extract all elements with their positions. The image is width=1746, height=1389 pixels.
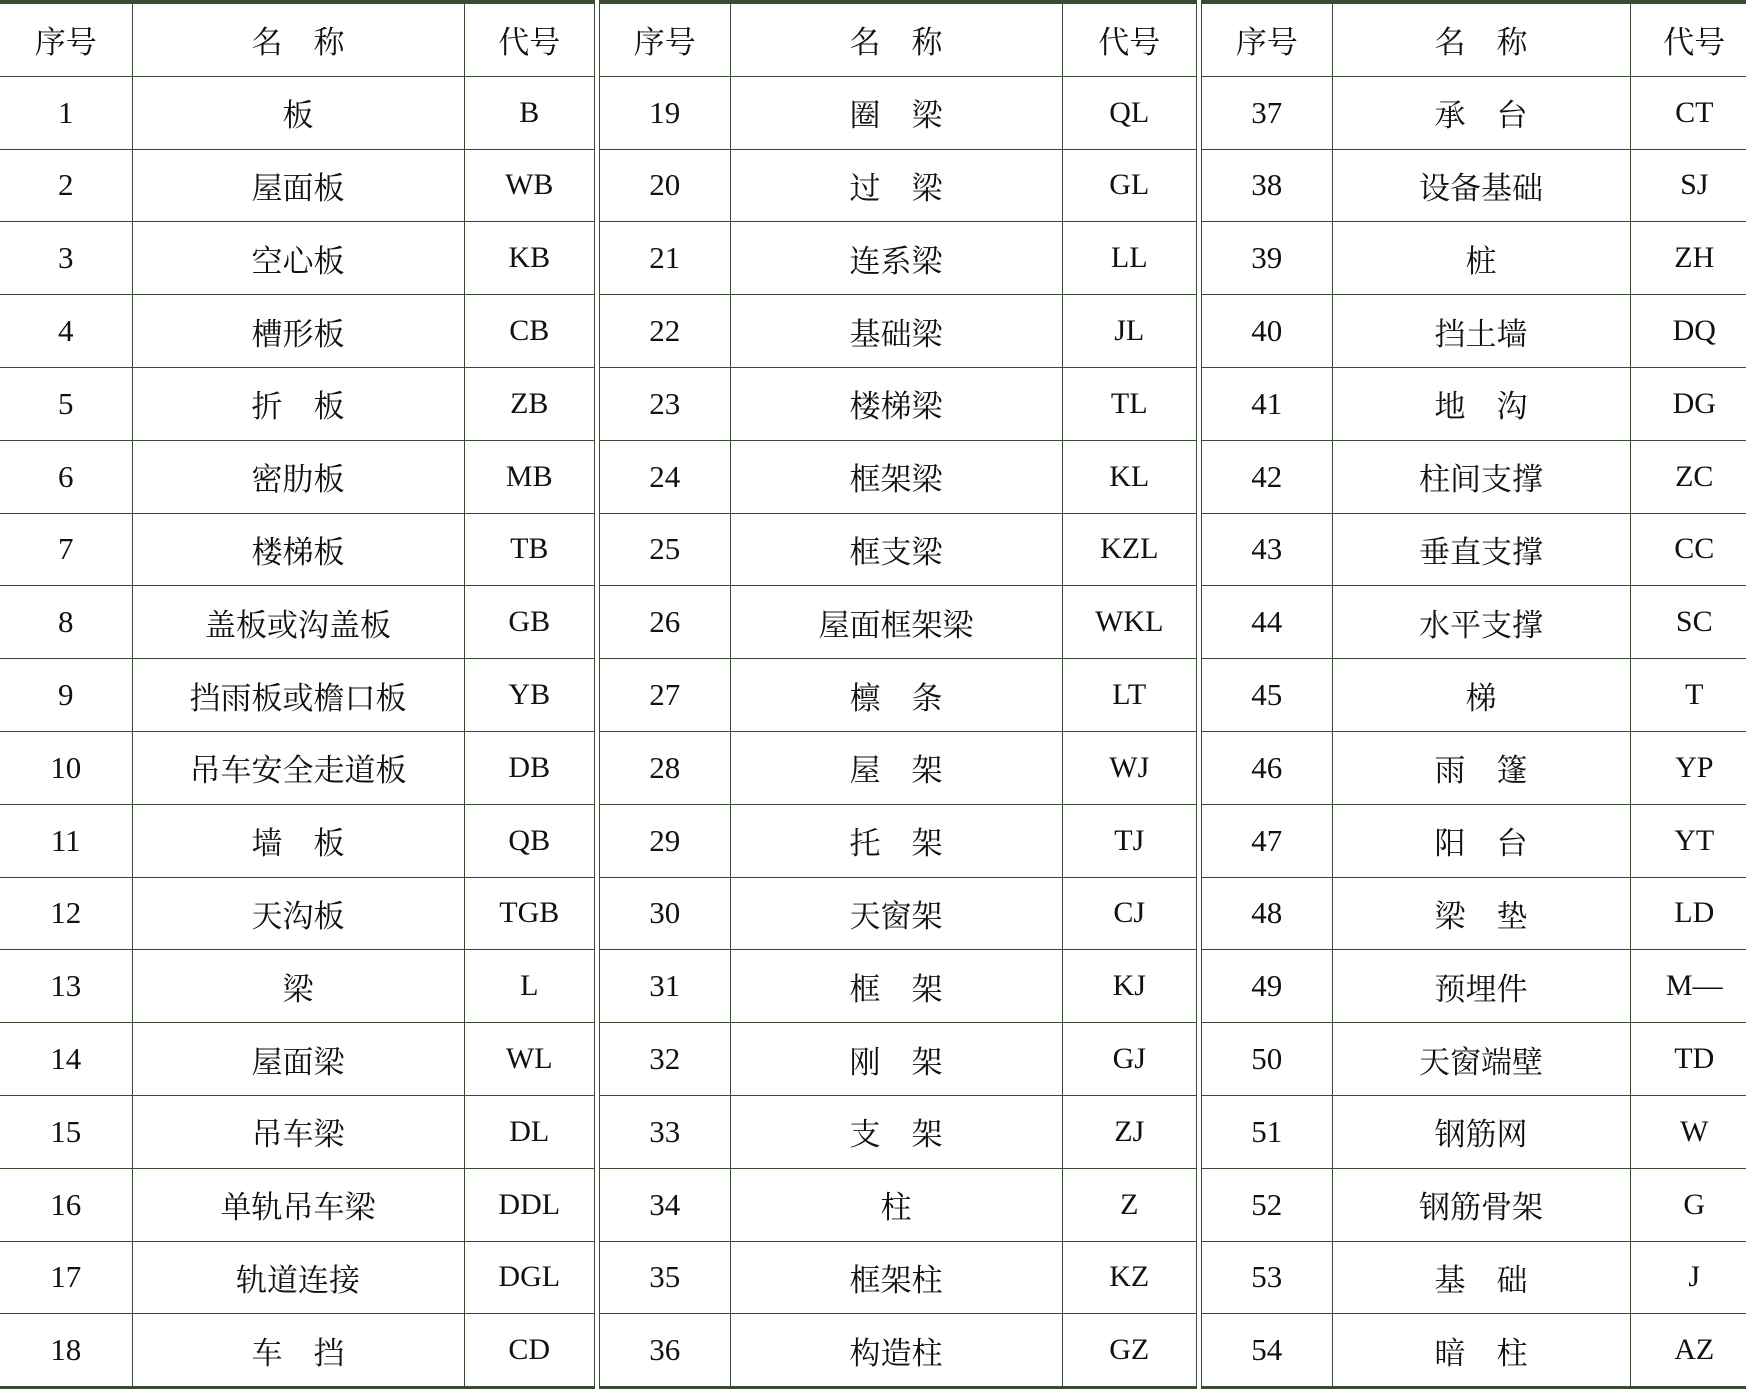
code-cell: MB — [464, 440, 594, 513]
code-cell: QB — [464, 804, 594, 877]
serial-cell: 39 — [1202, 222, 1332, 295]
name-cell: 预埋件 — [1332, 950, 1630, 1023]
table-row — [1202, 1095, 1746, 1168]
table-row — [1202, 295, 1746, 368]
code-cell: TB — [464, 513, 594, 586]
serial-cell: 3 — [0, 222, 132, 295]
table-row — [600, 1241, 1196, 1314]
table-row — [0, 513, 594, 586]
serial-cell: 53 — [1202, 1241, 1332, 1314]
name-cell: 天窗端壁 — [1332, 1023, 1630, 1096]
header-row — [1202, 4, 1746, 77]
table-row — [0, 1168, 594, 1241]
table-section-3 — [1202, 0, 1746, 1389]
table-row — [0, 586, 594, 659]
table-row — [1202, 877, 1746, 950]
table-section-2 — [600, 0, 1196, 1389]
name-cell: 空心板 — [132, 222, 464, 295]
code-cell: DQ — [1630, 295, 1746, 368]
table-row — [600, 440, 1196, 513]
header-serial: 序号 — [0, 4, 132, 77]
table-row — [0, 1095, 594, 1168]
name-cell: 雨 篷 — [1332, 731, 1630, 804]
code-cell: WL — [464, 1023, 594, 1096]
name-cell: 梯 — [1332, 659, 1630, 732]
code-cell: DDL — [464, 1168, 594, 1241]
code-cell: DGL — [464, 1241, 594, 1314]
serial-cell: 8 — [0, 586, 132, 659]
serial-cell: 18 — [0, 1314, 132, 1386]
code-cell: ZC — [1630, 440, 1746, 513]
name-cell: 墙 板 — [132, 804, 464, 877]
table-row — [600, 1095, 1196, 1168]
name-cell: 屋 架 — [730, 731, 1062, 804]
table-row — [1202, 731, 1746, 804]
serial-cell: 43 — [1202, 513, 1332, 586]
table-row — [600, 149, 1196, 222]
serial-cell: 37 — [1202, 76, 1332, 149]
table-row — [1202, 586, 1746, 659]
table-row — [1202, 1023, 1746, 1096]
header-serial: 序号 — [600, 4, 730, 77]
serial-cell: 41 — [1202, 367, 1332, 440]
serial-cell: 46 — [1202, 731, 1332, 804]
code-cell: WJ — [1062, 731, 1196, 804]
name-cell: 柱间支撑 — [1332, 440, 1630, 513]
serial-cell: 10 — [0, 731, 132, 804]
table-row — [600, 1023, 1196, 1096]
header-row — [0, 4, 594, 77]
name-cell: 屋面梁 — [132, 1023, 464, 1096]
serial-cell: 19 — [600, 76, 730, 149]
code-cell: SJ — [1630, 149, 1746, 222]
table-row — [0, 877, 594, 950]
name-cell: 框架梁 — [730, 440, 1062, 513]
name-cell: 柱 — [730, 1168, 1062, 1241]
code-table — [600, 3, 1196, 1386]
name-cell: 连系梁 — [730, 222, 1062, 295]
name-cell: 檩 条 — [730, 659, 1062, 732]
table-row — [1202, 659, 1746, 732]
table-row — [1202, 1168, 1746, 1241]
table-row — [600, 877, 1196, 950]
name-cell: 构造柱 — [730, 1314, 1062, 1386]
serial-cell: 21 — [600, 222, 730, 295]
header-code: 代号 — [464, 4, 594, 77]
code-cell: KZL — [1062, 513, 1196, 586]
serial-cell: 42 — [1202, 440, 1332, 513]
name-cell: 挡土墙 — [1332, 295, 1630, 368]
code-cell: WB — [464, 149, 594, 222]
serial-cell: 48 — [1202, 877, 1332, 950]
name-cell: 设备基础 — [1332, 149, 1630, 222]
code-cell: G — [1630, 1168, 1746, 1241]
serial-cell: 24 — [600, 440, 730, 513]
serial-cell: 32 — [600, 1023, 730, 1096]
name-cell: 桩 — [1332, 222, 1630, 295]
table-row — [600, 950, 1196, 1023]
name-cell: 承 台 — [1332, 76, 1630, 149]
code-cell: DL — [464, 1095, 594, 1168]
table-row — [600, 76, 1196, 149]
header-name: 名 称 — [730, 4, 1062, 77]
name-cell: 板 — [132, 76, 464, 149]
serial-cell: 9 — [0, 659, 132, 732]
serial-cell: 25 — [600, 513, 730, 586]
code-cell: W — [1630, 1095, 1746, 1168]
header-name: 名 称 — [1332, 4, 1630, 77]
code-cell: CD — [464, 1314, 594, 1386]
serial-cell: 5 — [0, 367, 132, 440]
table-row — [1202, 950, 1746, 1023]
table-row — [1202, 804, 1746, 877]
code-cell: SC — [1630, 586, 1746, 659]
serial-cell: 50 — [1202, 1023, 1332, 1096]
table-row — [0, 295, 594, 368]
code-cell: CB — [464, 295, 594, 368]
name-cell: 垂直支撑 — [1332, 513, 1630, 586]
name-cell: 楼梯梁 — [730, 367, 1062, 440]
code-cell: JL — [1062, 295, 1196, 368]
code-cell: YB — [464, 659, 594, 732]
table-row — [0, 149, 594, 222]
serial-cell: 47 — [1202, 804, 1332, 877]
name-cell: 车 挡 — [132, 1314, 464, 1386]
code-cell: CJ — [1062, 877, 1196, 950]
name-cell: 框 架 — [730, 950, 1062, 1023]
serial-cell: 35 — [600, 1241, 730, 1314]
code-cell: T — [1630, 659, 1746, 732]
name-cell: 槽形板 — [132, 295, 464, 368]
serial-cell: 30 — [600, 877, 730, 950]
code-cell: KJ — [1062, 950, 1196, 1023]
serial-cell: 20 — [600, 149, 730, 222]
code-cell: B — [464, 76, 594, 149]
serial-cell: 11 — [0, 804, 132, 877]
name-cell: 轨道连接 — [132, 1241, 464, 1314]
name-cell: 过 梁 — [730, 149, 1062, 222]
serial-cell: 49 — [1202, 950, 1332, 1023]
name-cell: 挡雨板或檐口板 — [132, 659, 464, 732]
name-cell: 刚 架 — [730, 1023, 1062, 1096]
name-cell: 梁 — [132, 950, 464, 1023]
code-cell: TGB — [464, 877, 594, 950]
name-cell: 基 础 — [1332, 1241, 1630, 1314]
table-row — [1202, 367, 1746, 440]
name-cell: 屋面板 — [132, 149, 464, 222]
name-cell: 屋面框架梁 — [730, 586, 1062, 659]
header-serial: 序号 — [1202, 4, 1332, 77]
name-cell: 密肋板 — [132, 440, 464, 513]
serial-cell: 15 — [0, 1095, 132, 1168]
code-cell: TJ — [1062, 804, 1196, 877]
serial-cell: 27 — [600, 659, 730, 732]
code-table — [1202, 3, 1746, 1386]
serial-cell: 45 — [1202, 659, 1332, 732]
table-row — [0, 731, 594, 804]
table-row — [600, 222, 1196, 295]
header-name: 名 称 — [132, 4, 464, 77]
code-cell: GJ — [1062, 1023, 1196, 1096]
table-section-1 — [0, 0, 594, 1389]
table-row — [1202, 76, 1746, 149]
table-row — [0, 440, 594, 513]
serial-cell: 12 — [0, 877, 132, 950]
code-cell: DB — [464, 731, 594, 804]
name-cell: 梁 垫 — [1332, 877, 1630, 950]
code-cell: AZ — [1630, 1314, 1746, 1386]
table-row — [0, 1314, 594, 1386]
code-cell: KZ — [1062, 1241, 1196, 1314]
code-cell: KL — [1062, 440, 1196, 513]
code-cell: WKL — [1062, 586, 1196, 659]
name-cell: 天窗架 — [730, 877, 1062, 950]
code-cell: GB — [464, 586, 594, 659]
name-cell: 暗 柱 — [1332, 1314, 1630, 1386]
serial-cell: 17 — [0, 1241, 132, 1314]
code-cell: GL — [1062, 149, 1196, 222]
name-cell: 折 板 — [132, 367, 464, 440]
code-cell: L — [464, 950, 594, 1023]
table-row — [600, 295, 1196, 368]
code-cell: YT — [1630, 804, 1746, 877]
table-row — [600, 513, 1196, 586]
table-row — [0, 1023, 594, 1096]
serial-cell: 1 — [0, 76, 132, 149]
serial-cell: 26 — [600, 586, 730, 659]
serial-cell: 51 — [1202, 1095, 1332, 1168]
table-row — [1202, 513, 1746, 586]
code-cell: CC — [1630, 513, 1746, 586]
name-cell: 钢筋网 — [1332, 1095, 1630, 1168]
name-cell: 楼梯板 — [132, 513, 464, 586]
name-cell: 天沟板 — [132, 877, 464, 950]
code-cell: DG — [1630, 367, 1746, 440]
table-row — [0, 804, 594, 877]
header-row — [600, 4, 1196, 77]
name-cell: 阳 台 — [1332, 804, 1630, 877]
table-row — [1202, 149, 1746, 222]
code-cell: LD — [1630, 877, 1746, 950]
code-cell: KB — [464, 222, 594, 295]
table-row — [0, 76, 594, 149]
name-cell: 基础梁 — [730, 295, 1062, 368]
serial-cell: 28 — [600, 731, 730, 804]
serial-cell: 7 — [0, 513, 132, 586]
code-cell: ZJ — [1062, 1095, 1196, 1168]
table-row — [0, 659, 594, 732]
table-row — [600, 1314, 1196, 1386]
serial-cell: 4 — [0, 295, 132, 368]
serial-cell: 44 — [1202, 586, 1332, 659]
serial-cell: 36 — [600, 1314, 730, 1386]
serial-cell: 38 — [1202, 149, 1332, 222]
code-cell: M— — [1630, 950, 1746, 1023]
serial-cell: 6 — [0, 440, 132, 513]
table-row — [0, 1241, 594, 1314]
serial-cell: 54 — [1202, 1314, 1332, 1386]
name-cell: 盖板或沟盖板 — [132, 586, 464, 659]
table-row — [0, 950, 594, 1023]
serial-cell: 31 — [600, 950, 730, 1023]
table-row — [1202, 1241, 1746, 1314]
table-row — [600, 586, 1196, 659]
code-cell: ZB — [464, 367, 594, 440]
table-row — [1202, 440, 1746, 513]
serial-cell: 33 — [600, 1095, 730, 1168]
name-cell: 框架柱 — [730, 1241, 1062, 1314]
name-cell: 水平支撑 — [1332, 586, 1630, 659]
serial-cell: 13 — [0, 950, 132, 1023]
name-cell: 支 架 — [730, 1095, 1062, 1168]
name-cell: 吊车梁 — [132, 1095, 464, 1168]
header-code: 代号 — [1062, 4, 1196, 77]
serial-cell: 22 — [600, 295, 730, 368]
serial-cell: 16 — [0, 1168, 132, 1241]
serial-cell: 52 — [1202, 1168, 1332, 1241]
code-cell: ZH — [1630, 222, 1746, 295]
code-cell: Z — [1062, 1168, 1196, 1241]
table-row — [1202, 1314, 1746, 1386]
header-code: 代号 — [1630, 4, 1746, 77]
code-cell: QL — [1062, 76, 1196, 149]
table-row — [600, 367, 1196, 440]
serial-cell: 14 — [0, 1023, 132, 1096]
code-cell: TL — [1062, 367, 1196, 440]
name-cell: 单轨吊车梁 — [132, 1168, 464, 1241]
code-cell: YP — [1630, 731, 1746, 804]
name-cell: 框支梁 — [730, 513, 1062, 586]
serial-cell: 40 — [1202, 295, 1332, 368]
table-row — [0, 222, 594, 295]
name-cell: 地 沟 — [1332, 367, 1630, 440]
table-row — [600, 731, 1196, 804]
table-row — [600, 1168, 1196, 1241]
code-cell: LT — [1062, 659, 1196, 732]
name-cell: 钢筋骨架 — [1332, 1168, 1630, 1241]
name-cell: 吊车安全走道板 — [132, 731, 464, 804]
code-cell: CT — [1630, 76, 1746, 149]
table-row — [600, 659, 1196, 732]
table-row — [0, 367, 594, 440]
serial-cell: 34 — [600, 1168, 730, 1241]
serial-cell: 23 — [600, 367, 730, 440]
code-cell: GZ — [1062, 1314, 1196, 1386]
code-cell: LL — [1062, 222, 1196, 295]
table-row — [600, 804, 1196, 877]
code-cell: J — [1630, 1241, 1746, 1314]
table-row — [1202, 222, 1746, 295]
name-cell: 圈 梁 — [730, 76, 1062, 149]
serial-cell: 2 — [0, 149, 132, 222]
serial-cell: 29 — [600, 804, 730, 877]
code-table — [0, 3, 594, 1386]
code-cell: TD — [1630, 1023, 1746, 1096]
name-cell: 托 架 — [730, 804, 1062, 877]
